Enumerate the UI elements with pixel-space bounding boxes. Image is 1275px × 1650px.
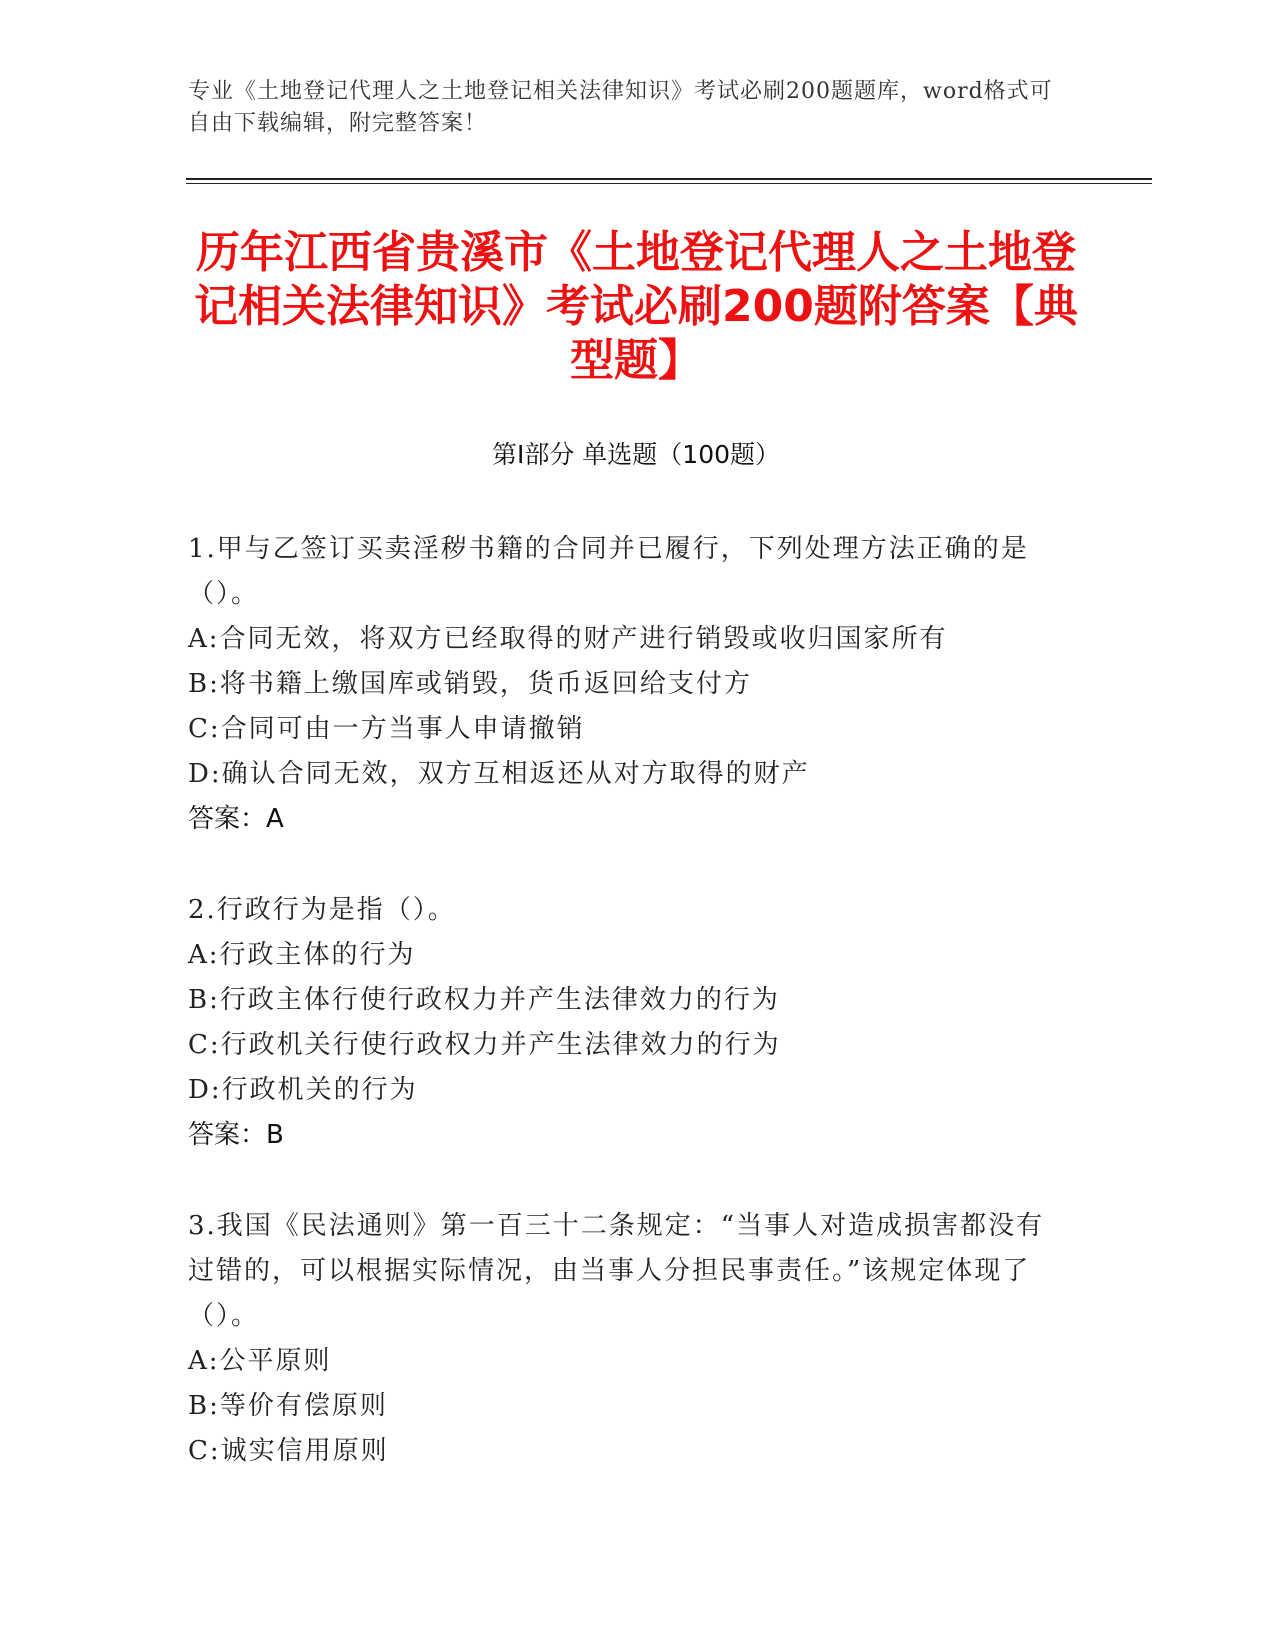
question-2 — [188, 888, 1068, 1158]
option-d: D:行政机关的行为 — [188, 1075, 418, 1105]
answer-line — [188, 797, 1068, 842]
question-stem: 3.我国《民法通则》第一百三十二条规定：“当事人对造成损害都没有过错的，可以根据实际情况，由当事人分担民事责任。”该规定体现了（）。 — [188, 1211, 1045, 1331]
option-a: A:行政主体的行为 — [188, 940, 416, 970]
option-b: B:将书籍上缴国库或销毁，货币返回给支付方 — [188, 669, 752, 699]
question-list — [188, 527, 1068, 1520]
header-note: 专业《土地登记代理人之土地登记相关法律知识》考试必刷200题题库，word格式可自由下载编辑，附完整答案！ — [188, 79, 1053, 136]
option-c: C:合同可由一方当事人申请撤销 — [188, 714, 585, 744]
option-c: C:行政机关行使行政权力并产生法律效力的行为 — [188, 1030, 781, 1060]
option-c: C:诚实信用原则 — [188, 1436, 389, 1466]
header-rule-thin — [186, 183, 1152, 184]
header-rule-thick — [186, 178, 1152, 180]
option-d: D:确认合同无效，双方互相返还从对方取得的财产 — [188, 759, 810, 789]
document-title: 历年江西省贵溪市《土地登记代理人之土地登记相关法律知识》考试必刷200题附答案【典型题】 — [194, 227, 1078, 386]
option-b: B:等价有偿原则 — [188, 1391, 388, 1421]
question-3 — [188, 1204, 1068, 1474]
option-b: B:行政主体行使行政权力并产生法律效力的行为 — [188, 985, 780, 1015]
question-stem: 2.行政行为是指（）。 — [188, 895, 456, 925]
answer-value: A — [266, 804, 284, 834]
answer-label: 答案： — [188, 804, 267, 834]
question-stem: 1.甲与乙签订买卖淫秽书籍的合同并已履行，下列处理方法正确的是（）。 — [188, 534, 1029, 609]
option-a: A:合同无效，将双方已经取得的财产进行销毁或收归国家所有 — [188, 624, 948, 654]
question-1 — [188, 527, 1068, 842]
section-title: 第I部分 单选题（100题） — [491, 440, 781, 469]
answer-value: B — [266, 1120, 284, 1150]
answer-line — [188, 1113, 1068, 1158]
option-a: A:公平原则 — [188, 1346, 332, 1376]
answer-label: 答案： — [188, 1120, 267, 1150]
